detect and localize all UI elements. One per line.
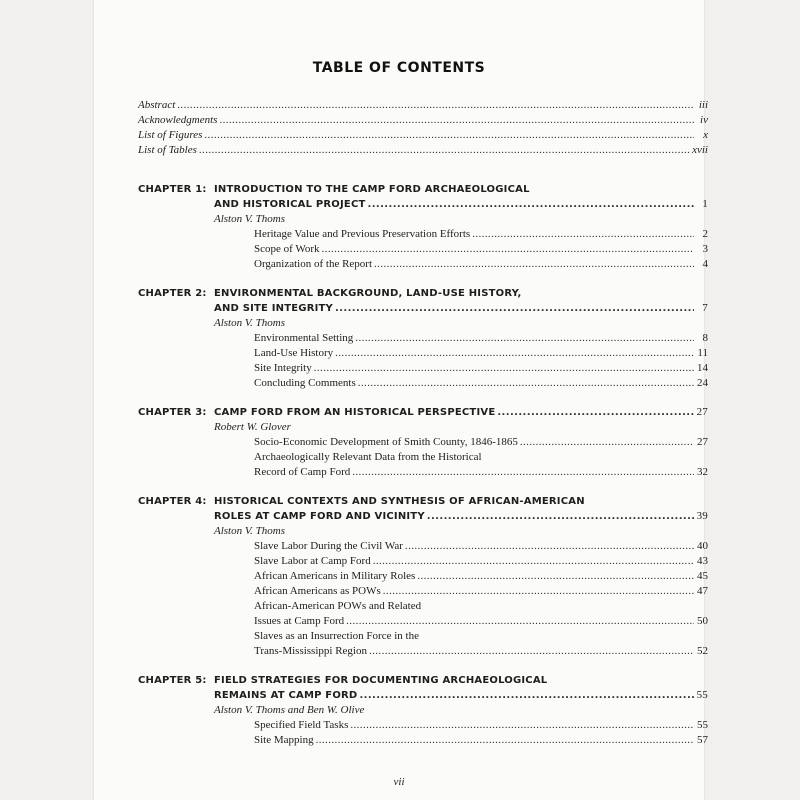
section-label: Socio-Economic Development of Smith County, 1846-1865: [254, 436, 518, 448]
dot-leader: [314, 361, 694, 376]
section-label: Environmental Setting: [254, 332, 354, 344]
dot-leader: [359, 688, 694, 703]
section-page: 43: [697, 555, 708, 567]
front-matter-list: [138, 98, 708, 158]
chapter-page: 1: [702, 198, 708, 210]
chapter-title-line[interactable]: ENVIRONMENTAL BACKGROUND, LAND-USE HISTORY,: [214, 288, 522, 299]
chapter-title-entry[interactable]: [214, 509, 708, 524]
section-entry[interactable]: [254, 584, 708, 599]
dot-leader: [368, 197, 695, 212]
dot-leader: [417, 569, 694, 584]
section-entry[interactable]: [254, 435, 708, 450]
section-page: 52: [697, 645, 708, 657]
section-entry[interactable]: [254, 569, 708, 584]
section-entry[interactable]: [254, 554, 708, 569]
dot-leader: [373, 554, 694, 569]
chapter-label: CHAPTER 3:: [138, 407, 207, 418]
toc-entry-label: List of Figures: [138, 129, 203, 141]
toc-entry-abstract[interactable]: [138, 98, 708, 113]
chapter-title-line: AND SITE INTEGRITY: [214, 303, 333, 314]
section-entry[interactable]: [254, 539, 708, 554]
section-page: 14: [697, 362, 708, 374]
section-label: Scope of Work: [254, 243, 320, 255]
dot-leader: [335, 346, 694, 361]
section-label: African Americans in Military Roles: [254, 570, 416, 582]
dot-leader: [427, 509, 694, 524]
dot-leader: [472, 227, 694, 242]
section-entry[interactable]: [254, 361, 708, 376]
chapter-2-block: [138, 286, 708, 391]
section-page: 8: [702, 332, 708, 344]
section-page: 45: [697, 570, 708, 582]
chapter-4-block: [138, 494, 708, 659]
chapter-label: CHAPTER 1:: [138, 184, 207, 195]
section-page: 2: [702, 228, 708, 240]
section-entry-line[interactable]: African-American POWs and Related: [254, 600, 422, 612]
dot-leader: [346, 614, 694, 629]
section-page: 50: [697, 615, 708, 627]
section-label: Record of Camp Ford: [254, 466, 351, 478]
section-label: Site Integrity: [254, 362, 312, 374]
dot-leader: [374, 257, 694, 272]
section-page: 57: [697, 734, 708, 746]
section-label: Heritage Value and Previous Preservation Efforts: [254, 228, 471, 240]
dot-leader: [219, 113, 694, 128]
section-entry[interactable]: [254, 257, 708, 272]
dot-leader: [352, 465, 694, 480]
chapter-page: 27: [696, 406, 708, 418]
dot-leader: [355, 331, 694, 346]
section-entry[interactable]: [254, 718, 708, 733]
section-page: 55: [697, 719, 708, 731]
toc-entry-page: x: [703, 129, 708, 141]
chapter-title-line: ROLES AT CAMP FORD AND VICINITY: [214, 511, 425, 522]
toc-entry-label: Acknowledgments: [138, 114, 218, 126]
section-label: Specified Field Tasks: [254, 719, 349, 731]
section-label: Land-Use History: [254, 347, 334, 359]
section-entry[interactable]: [254, 733, 708, 748]
toc-entry-list-of-figures[interactable]: [138, 128, 708, 143]
toc-entry-label: Abstract: [138, 99, 176, 111]
dot-leader: [369, 644, 694, 659]
section-page: 4: [702, 258, 708, 270]
dot-leader: [335, 301, 694, 316]
toc-entry-list-of-tables[interactable]: [138, 143, 708, 158]
chapter-label: CHAPTER 5:: [138, 675, 207, 686]
page-title: TABLE OF CONTENTS: [312, 60, 486, 76]
chapter-author: Alston V. Thoms and Ben W. Olive: [214, 704, 365, 716]
dot-leader: [405, 539, 694, 554]
chapter-label: CHAPTER 2:: [138, 288, 207, 299]
section-entry[interactable]: [254, 465, 708, 480]
dot-leader: [204, 128, 694, 143]
dot-leader: [383, 584, 694, 599]
chapter-title-line[interactable]: FIELD STRATEGIES FOR DOCUMENTING ARCHAEOLOGICAL: [214, 675, 548, 686]
chapter-author: Alston V. Thoms: [214, 317, 286, 329]
page-number: vii: [393, 776, 405, 788]
chapter-title-entry[interactable]: [214, 301, 708, 316]
dot-leader: [316, 733, 694, 748]
chapter-title-line: CAMP FORD FROM AN HISTORICAL PERSPECTIVE: [214, 407, 496, 418]
dot-leader: [177, 98, 694, 113]
section-label: Organization of the Report: [254, 258, 373, 270]
section-entry[interactable]: [254, 331, 708, 346]
section-label: Issues at Camp Ford: [254, 615, 345, 627]
chapter-author: Alston V. Thoms: [214, 213, 286, 225]
section-label: Site Mapping: [254, 734, 314, 746]
toc-entry-acknowledgments[interactable]: [138, 113, 708, 128]
section-label: Concluding Comments: [254, 377, 356, 389]
chapter-label: CHAPTER 4:: [138, 496, 207, 507]
section-entry[interactable]: [254, 376, 708, 391]
section-label: Trans-Mississippi Region: [254, 645, 367, 657]
dot-leader: [350, 718, 694, 733]
section-entry[interactable]: [254, 227, 708, 242]
chapter-page: 39: [696, 510, 708, 522]
dot-leader: [358, 376, 694, 391]
section-entry[interactable]: [254, 614, 708, 629]
section-page: 3: [702, 243, 708, 255]
toc-entry-page: iv: [700, 114, 708, 126]
section-label: Slave Labor at Camp Ford: [254, 555, 371, 567]
section-label: Slave Labor During the Civil War: [254, 540, 403, 552]
chapter-3-block: [138, 405, 708, 480]
section-entry[interactable]: [254, 242, 708, 257]
toc-content: [138, 98, 708, 762]
chapter-5-block: [138, 673, 708, 748]
dot-leader: [199, 143, 690, 158]
section-page: 32: [697, 466, 708, 478]
toc-entry-label: List of Tables: [138, 144, 197, 156]
document-page: [94, 0, 708, 800]
chapter-title-line[interactable]: HISTORICAL CONTEXTS AND SYNTHESIS OF AFRICAN-AMERICAN: [214, 496, 585, 507]
chapter-title-line: REMAINS AT CAMP FORD: [214, 690, 358, 701]
chapter-author: Alston V. Thoms: [214, 525, 286, 537]
dot-leader: [520, 435, 694, 450]
chapter-title-entry[interactable]: [214, 405, 708, 420]
section-page: 24: [697, 377, 708, 389]
chapter-title-line[interactable]: INTRODUCTION TO THE CAMP FORD ARCHAEOLOGICAL: [214, 184, 530, 195]
dot-leader: [497, 405, 694, 420]
section-entry-line[interactable]: Slaves as an Insurrection Force in the: [254, 630, 419, 642]
chapter-page: 55: [696, 689, 708, 701]
chapter-title-entry[interactable]: [214, 688, 708, 703]
chapter-title-line: AND HISTORICAL PROJECT: [214, 199, 366, 210]
chapter-1-block: [138, 182, 708, 272]
section-page: 27: [697, 436, 708, 448]
section-page: 40: [697, 540, 708, 552]
section-entry[interactable]: [254, 644, 708, 659]
chapter-title-entry[interactable]: [214, 197, 708, 212]
section-entry[interactable]: [254, 346, 708, 361]
section-page: 47: [697, 585, 708, 597]
chapter-author: Robert W. Glover: [214, 421, 291, 433]
section-entry-line[interactable]: Archaeologically Relevant Data from the Historical: [254, 451, 482, 463]
section-label: African Americans as POWs: [254, 585, 381, 597]
dot-leader: [322, 242, 694, 257]
toc-entry-page: xvii: [692, 144, 708, 156]
section-page: 11: [697, 347, 708, 359]
chapter-page: 7: [702, 302, 708, 314]
toc-entry-page: iii: [698, 99, 708, 111]
